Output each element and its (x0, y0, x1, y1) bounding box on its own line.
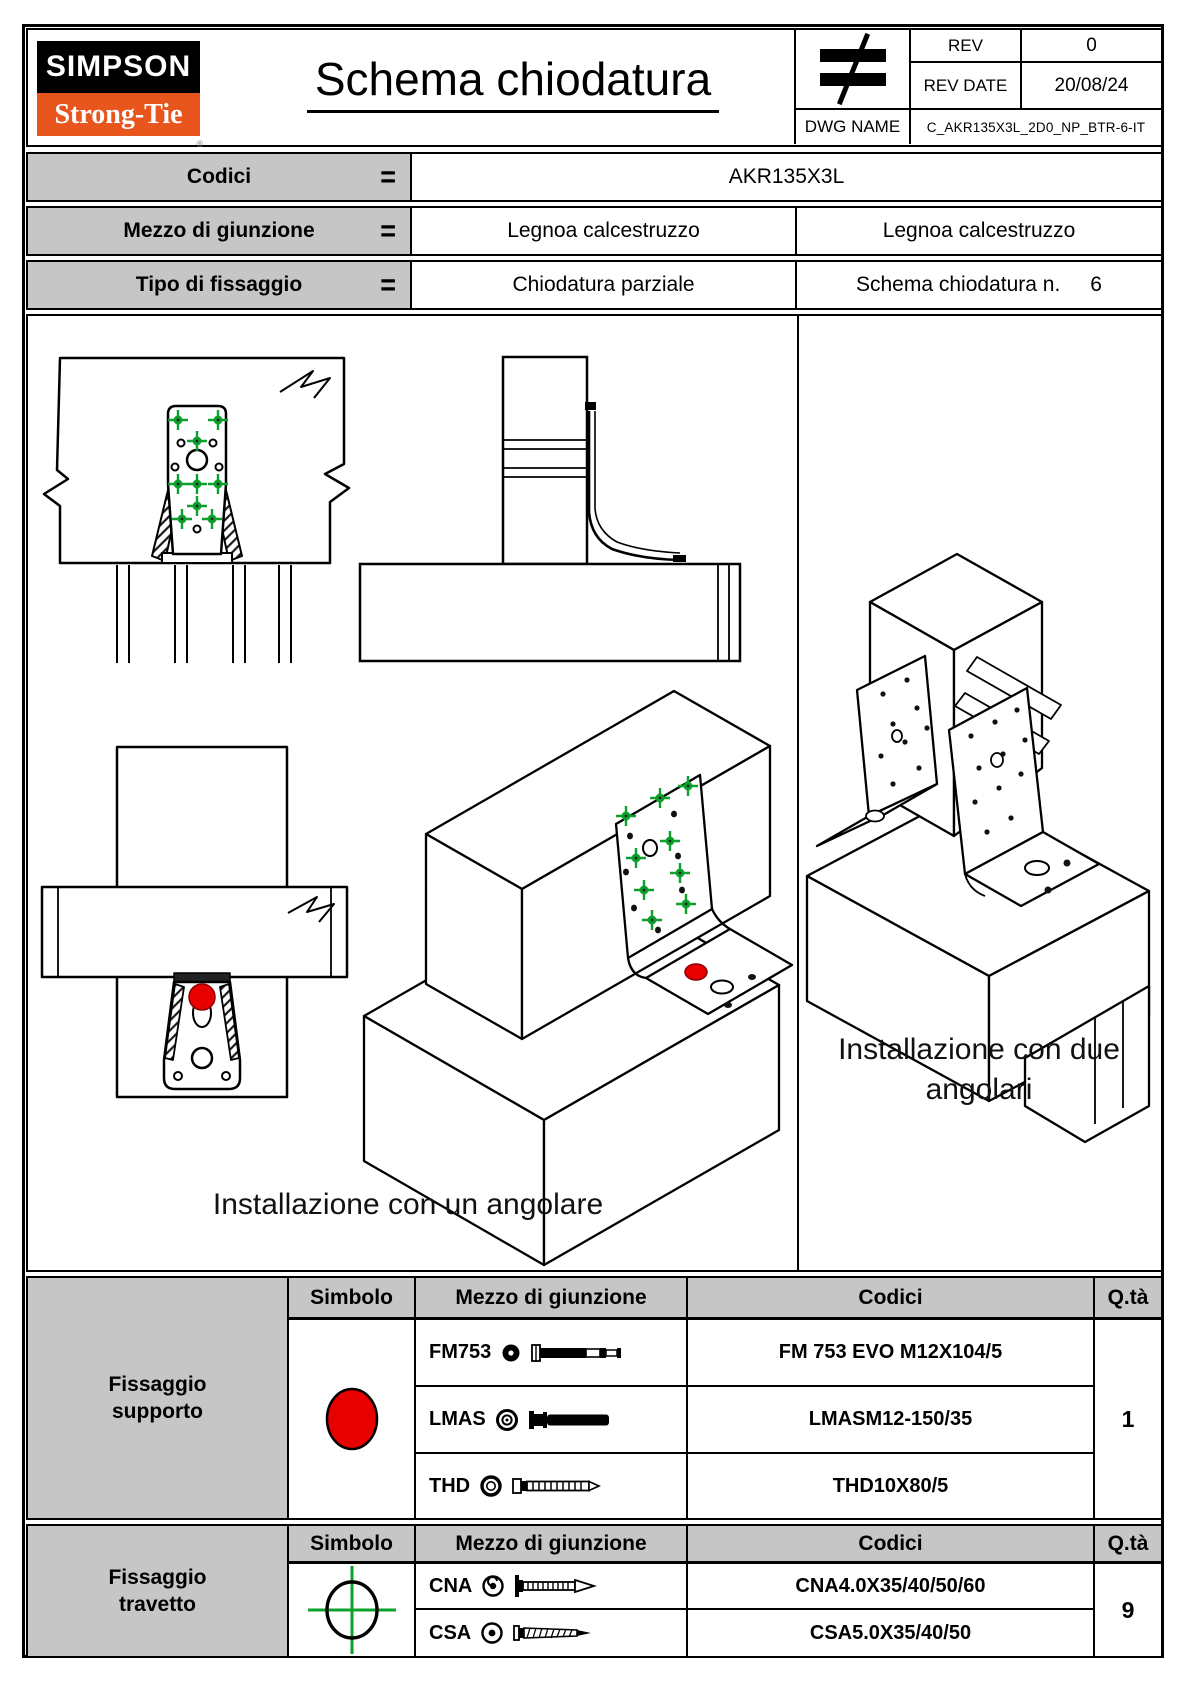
tipo-value-left: Chiodatura parziale (512, 273, 695, 296)
supporto-qty: 1 (1095, 1320, 1161, 1518)
equals-sign: = (380, 213, 396, 247)
codici-label-cell: Codici = (28, 154, 412, 200)
csa-screw-icon (513, 1620, 605, 1646)
equals-sign: = (380, 159, 396, 193)
dwg-name-value: C_AKR135X3L_2D0_NP_BTR-6-IT (909, 110, 1161, 144)
caption-double-bracket: Installazione con due angolari (838, 1033, 1120, 1106)
info-row-codici (26, 152, 1163, 202)
not-equal-cell (794, 30, 909, 110)
fastener-row-cna: CNA (416, 1564, 688, 1610)
mezzo-value-left: Legnoa calcestruzzo (507, 219, 700, 242)
col-header-qta: Q.tà (1095, 1526, 1161, 1564)
col-header-mezzo: Mezzo di giunzione (416, 1278, 688, 1320)
col-header-qta: Q.tà (1095, 1278, 1161, 1320)
code-fm753: FM 753 EVO M12X104/5 (688, 1320, 1095, 1387)
code-cna: CNA4.0X35/40/50/60 (688, 1564, 1095, 1610)
cna-head-icon (481, 1574, 505, 1598)
cna-nail-icon (514, 1573, 606, 1599)
group-label-travetto: Fissaggio travetto (28, 1526, 289, 1656)
single-bracket-drawing (28, 316, 797, 1270)
mezzo-label-cell: Mezzo di giunzione = (28, 208, 412, 254)
travetto-qty: 9 (1095, 1564, 1161, 1656)
info-row-mezzo (26, 206, 1163, 256)
fastener-row-fm753: FM753 (416, 1320, 688, 1387)
tipo-label-cell: Tipo di fissaggio = (28, 262, 412, 308)
logo-strongtie: Strong-Tie (37, 93, 200, 136)
travetto-symbol-cell (289, 1564, 416, 1656)
col-header-codici: Codici (688, 1278, 1095, 1320)
revision-block (794, 30, 1161, 144)
schema-number: 6 (1090, 273, 1102, 296)
equals-sign: = (380, 267, 396, 301)
logo-simpson: SIMPSON (37, 41, 200, 93)
registered-mark: ® (196, 139, 203, 149)
drawing-area (26, 314, 1163, 1272)
col-header-codici: Codici (688, 1526, 1095, 1564)
dwg-name-label: DWG NAME (794, 110, 909, 144)
thd-screw-icon (512, 1473, 604, 1499)
not-equal-icon (814, 36, 892, 102)
simpson-strongtie-logo (37, 41, 203, 149)
double-bracket-drawing (799, 316, 1161, 1270)
title-block (26, 28, 1163, 147)
col-header-mezzo: Mezzo di giunzione (416, 1526, 688, 1564)
caption-single-bracket: Installazione con un angolare (212, 1188, 604, 1221)
col-header-simbolo: Simbolo (289, 1526, 416, 1564)
group-label-supporto: Fissaggio supporto (28, 1278, 289, 1518)
code-lmas: LMASM12-150/35 (688, 1387, 1095, 1454)
double-bracket-panel (799, 316, 1161, 1270)
green-crosshair-symbol-icon (304, 1564, 400, 1656)
thd-head-icon (479, 1474, 503, 1498)
fastener-row-thd: THD (416, 1454, 688, 1518)
lmas-head-icon (495, 1408, 519, 1432)
fastener-row-csa: CSA (416, 1610, 688, 1656)
rev-label: REV (909, 30, 1020, 63)
code-csa: CSA5.0X35/40/50 (688, 1610, 1095, 1656)
csa-head-icon (480, 1621, 504, 1645)
mezzo-value-right: Legnoa calcestruzzo (795, 208, 1161, 254)
red-circle-symbol-icon (323, 1385, 381, 1453)
code-thd: THD10X80/5 (688, 1454, 1095, 1518)
fissaggio-travetto-table (26, 1524, 1163, 1658)
fm753-bolt-icon (531, 1340, 623, 1366)
schema-number-cell: Schema chiodatura n. 6 (795, 262, 1161, 308)
col-header-simbolo: Simbolo (289, 1278, 416, 1320)
page-title: Schema chiodatura (218, 52, 808, 106)
fm753-head-icon (500, 1342, 522, 1364)
rev-date-label: REV DATE (909, 63, 1020, 110)
rev-date-value: 20/08/24 (1020, 63, 1161, 110)
codici-value: AKR135X3L (728, 165, 845, 188)
fastener-row-lmas: LMAS (416, 1387, 688, 1454)
lmas-anchor-icon (528, 1407, 620, 1433)
fissaggio-supporto-table (26, 1276, 1163, 1520)
single-bracket-panel (28, 316, 797, 1270)
supporto-symbol-cell (289, 1320, 416, 1518)
rev-value: 0 (1020, 30, 1161, 63)
info-row-tipo (26, 260, 1163, 310)
